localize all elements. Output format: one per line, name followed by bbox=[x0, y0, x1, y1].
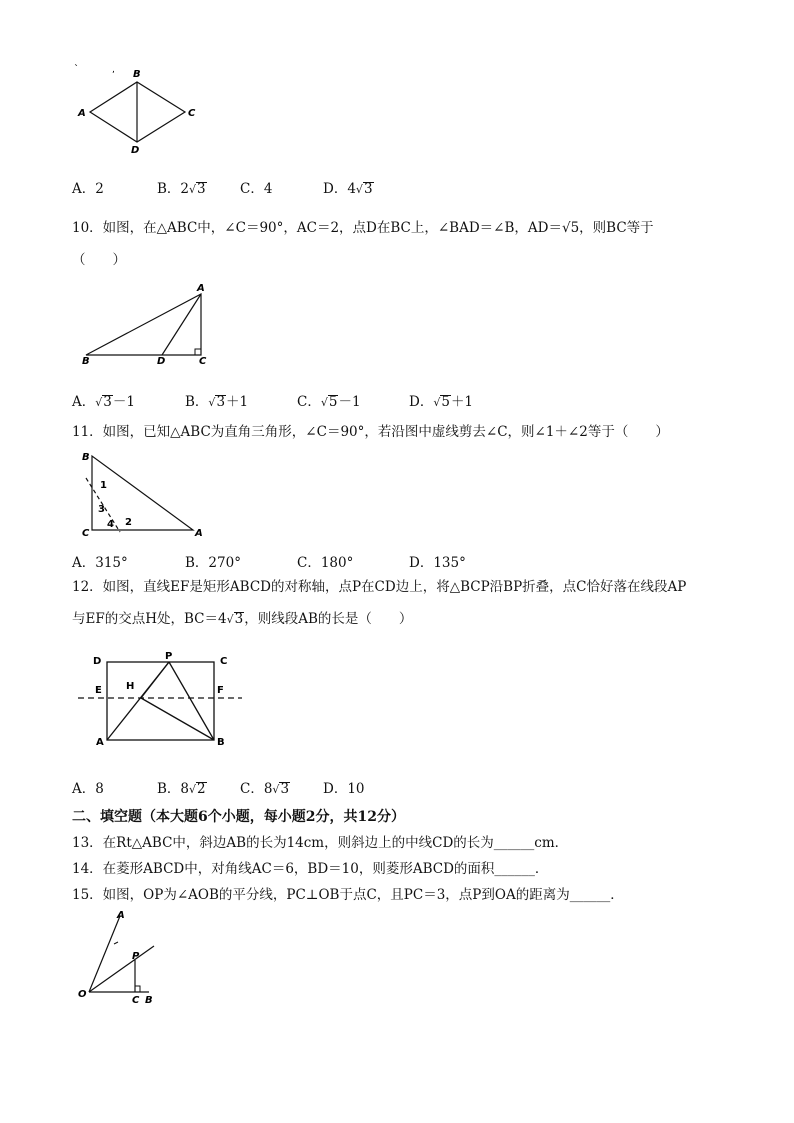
vertex-b-label: B bbox=[217, 737, 225, 748]
q14-question-text: 14．在菱形ABCD中，对角线AC＝6，BD＝10，则菱形ABCD的面积______． bbox=[72, 861, 549, 877]
point-p-label: P bbox=[132, 951, 140, 962]
point-f-label: F bbox=[217, 685, 224, 696]
vertex-b-label: B bbox=[82, 356, 90, 367]
vertex-d-label: D bbox=[131, 145, 140, 156]
q12-question-text-line2: 与EF的交点H处，BC＝4√3，则线段AB的长是（ ） bbox=[72, 611, 413, 627]
vertex-c-label: C bbox=[199, 356, 207, 367]
q15-angle-bisector-figure bbox=[74, 908, 174, 1008]
q12-option-b: B．8√2 bbox=[157, 781, 206, 797]
vertex-a-label: A bbox=[197, 283, 205, 294]
vertex-c-label: C bbox=[82, 528, 90, 539]
q10-question-blank: （ ） bbox=[72, 252, 126, 268]
q11-option-a: A．315° bbox=[72, 555, 128, 571]
segment-hp bbox=[141, 662, 169, 698]
point-o-label: O bbox=[78, 989, 87, 1000]
point-b-label: B bbox=[145, 995, 153, 1006]
right-angle-mark bbox=[195, 349, 201, 355]
q10-triangle-figure bbox=[78, 282, 218, 367]
q9-option-d: D．4√3 bbox=[323, 181, 373, 197]
tick-mark-oa bbox=[114, 942, 118, 944]
q12-option-c: C．8√3 bbox=[240, 781, 290, 797]
point-p-label: P bbox=[165, 651, 173, 662]
angle-2-label: 2 bbox=[125, 517, 132, 528]
q12-option-d: D．10 bbox=[323, 781, 365, 797]
point-c-label: C bbox=[132, 995, 140, 1006]
angle-1-label: 1 bbox=[100, 480, 107, 491]
q10-option-d: D．√5＋1 bbox=[409, 394, 474, 410]
q11-option-c: C．180° bbox=[297, 555, 354, 571]
vertex-b-label: B bbox=[82, 452, 90, 463]
vertex-c-label: C bbox=[188, 108, 196, 119]
right-angle-mark bbox=[135, 986, 140, 992]
segment-ad bbox=[162, 294, 201, 355]
vertex-a-label: A bbox=[78, 108, 86, 119]
q12-question-text-line1: 12．如图，直线EF是矩形ABCD的对称轴，点P在CD边上，将△BCP沿BP折叠，点C恰好落在线段AP bbox=[72, 579, 687, 595]
angle-4-label: 4 bbox=[107, 519, 114, 530]
section-2-title: 二、填空题（本大题6个小题，每小题2分，共12分） bbox=[72, 809, 405, 825]
q9-option-b: B．2√3 bbox=[157, 181, 206, 197]
q9-option-a: A．2 bbox=[72, 181, 104, 197]
q10-option-a: A．√3－1 bbox=[72, 394, 135, 410]
angle-3-label: 3 bbox=[98, 504, 105, 515]
vertex-c-label: C bbox=[220, 656, 228, 667]
point-e-label: E bbox=[95, 685, 102, 696]
q12-option-a: A．8 bbox=[72, 781, 104, 797]
q15-question-text: 15．如图，OP为∠AOB的平分线，PC⊥OB于点C，且PC＝3，点P到OA的距离为______． bbox=[72, 887, 624, 903]
q13-question-text: 13．在Rt△ABC中，斜边AB的长为14cm，则斜边上的中线CD的长为______cm． bbox=[72, 835, 569, 851]
vertex-a-label: A bbox=[96, 737, 104, 748]
q10-option-b: B．√3＋1 bbox=[185, 394, 249, 410]
point-a-label: A bbox=[117, 910, 125, 921]
segment-bp bbox=[169, 662, 214, 740]
q12-rectangle-figure bbox=[74, 648, 244, 748]
vertex-a-label: A bbox=[195, 528, 203, 539]
stray-mark-2: , bbox=[112, 65, 115, 75]
q9-option-c: C．4 bbox=[240, 181, 273, 197]
q10-option-c: C．√5－1 bbox=[297, 394, 361, 410]
stray-mark: ` bbox=[74, 64, 79, 75]
vertex-d-label: D bbox=[93, 656, 102, 667]
q11-option-b: B．270° bbox=[185, 555, 241, 571]
q10-question-text: 10．如图，在△ABC中，∠C＝90°，AC＝2，点D在BC上，∠BAD＝∠B，AD＝√5，则BC等于 bbox=[72, 220, 654, 236]
vertex-b-label: B bbox=[133, 69, 141, 80]
segment-hb bbox=[141, 698, 214, 740]
q11-triangle-figure bbox=[78, 448, 208, 540]
q11-question-text: 11．如图，已知△ABC为直角三角形，∠C＝90°，若沿图中虚线剪去∠C，则∠1＋∠2等于（ ） bbox=[72, 424, 669, 440]
point-h-label: H bbox=[126, 681, 135, 692]
q11-option-d: D．135° bbox=[409, 555, 466, 571]
q9-rhombus-figure bbox=[70, 62, 210, 157]
triangle-abc bbox=[86, 294, 201, 355]
vertex-d-label: D bbox=[157, 356, 166, 367]
